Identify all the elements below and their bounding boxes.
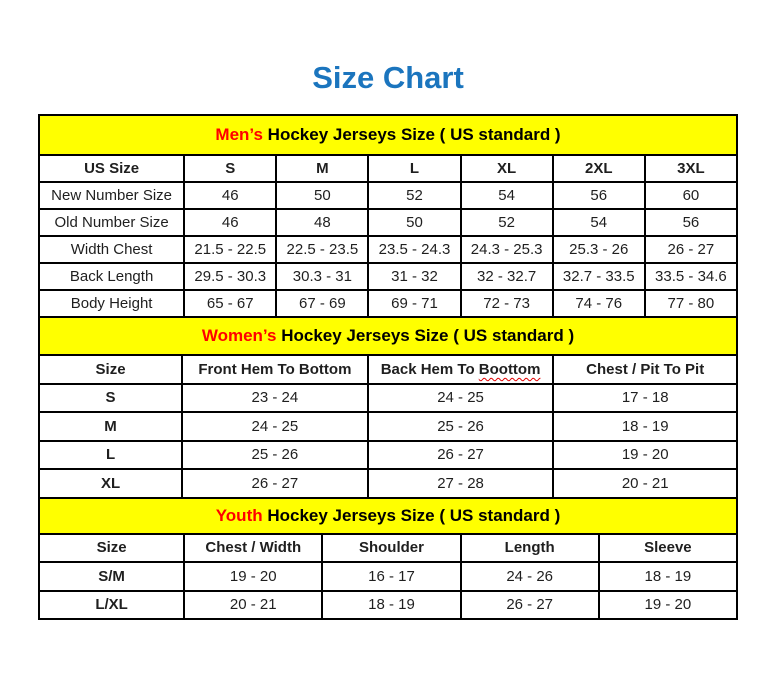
cell-value: 26 - 27 <box>645 236 737 263</box>
youth-col-header: Chest / Width <box>184 534 322 563</box>
youth-section-header-row <box>39 498 737 534</box>
cell-value: 19 - 20 <box>553 441 737 470</box>
cell-value: 48 <box>276 209 368 236</box>
cell-value: 46 <box>184 182 276 209</box>
mens-col-header: US Size <box>39 155 184 182</box>
cell-value: 67 - 69 <box>276 290 368 317</box>
womens-col-header: Chest / Pit To Pit <box>553 355 737 384</box>
cell-value: 18 - 19 <box>553 412 737 441</box>
youth-column-header-row <box>39 534 737 563</box>
table-row <box>39 236 737 263</box>
cell-value: 19 - 20 <box>184 562 322 591</box>
cell-value: 21.5 - 22.5 <box>184 236 276 263</box>
womens-col-header <box>368 355 554 384</box>
row-label: Back Length <box>39 263 184 290</box>
cell-value: 65 - 67 <box>184 290 276 317</box>
table-row <box>39 384 737 413</box>
cell-value: 54 <box>553 209 645 236</box>
youth-title-highlight: Youth <box>215 505 263 525</box>
cell-value: 29.5 - 30.3 <box>184 263 276 290</box>
row-label: L/XL <box>39 591 184 620</box>
womens-title-rest: Hockey Jerseys Size ( US standard ) <box>276 326 575 345</box>
cell-value: 17 - 18 <box>553 384 737 413</box>
womens-col-header: Front Hem To Bottom <box>182 355 368 384</box>
youth-col-header: Length <box>461 534 599 563</box>
row-label: Body Height <box>39 290 184 317</box>
row-label: S/M <box>39 562 184 591</box>
cell-value: 56 <box>553 182 645 209</box>
row-label: M <box>39 412 182 441</box>
cell-value: 25 - 26 <box>368 412 554 441</box>
cell-value: 33.5 - 34.6 <box>645 263 737 290</box>
row-label: Width Chest <box>39 236 184 263</box>
cell-value: 54 <box>461 182 553 209</box>
row-label: XL <box>39 469 182 498</box>
mens-col-header: S <box>184 155 276 182</box>
mens-col-header: L <box>368 155 460 182</box>
cell-value: 25.3 - 26 <box>553 236 645 263</box>
cell-value: 72 - 73 <box>461 290 553 317</box>
mens-section-header-row <box>39 115 737 155</box>
cell-value: 18 - 19 <box>599 562 737 591</box>
womens-col-header-prefix: Back Hem To <box>380 360 479 378</box>
mens-column-header-row <box>39 155 737 182</box>
row-label: Old Number Size <box>39 209 184 236</box>
row-label: New Number Size <box>39 182 184 209</box>
cell-value: 20 - 21 <box>184 591 322 620</box>
cell-value: 69 - 71 <box>368 290 460 317</box>
cell-value: 24 - 25 <box>368 384 554 413</box>
misspelled-word: Boottom <box>478 360 541 378</box>
cell-value: 24 - 26 <box>461 562 599 591</box>
table-row <box>39 412 737 441</box>
cell-value: 18 - 19 <box>322 591 460 620</box>
youth-size-table <box>38 497 738 621</box>
cell-value: 46 <box>184 209 276 236</box>
cell-value: 27 - 28 <box>368 469 554 498</box>
row-label: L <box>39 441 182 470</box>
cell-value: 52 <box>461 209 553 236</box>
mens-col-header: 2XL <box>553 155 645 182</box>
womens-section-title <box>39 317 737 355</box>
cell-value: 52 <box>368 182 460 209</box>
cell-value: 19 - 20 <box>599 591 737 620</box>
cell-value: 26 - 27 <box>368 441 554 470</box>
mens-col-header: XL <box>461 155 553 182</box>
cell-value: 26 - 27 <box>182 469 368 498</box>
cell-value: 50 <box>368 209 460 236</box>
womens-section-header-row <box>39 317 737 355</box>
table-row <box>39 591 737 620</box>
cell-value: 32.7 - 33.5 <box>553 263 645 290</box>
womens-title-highlight: Women’s <box>201 326 277 345</box>
row-label: S <box>39 384 182 413</box>
cell-value: 60 <box>645 182 737 209</box>
womens-col-header: Size <box>39 355 182 384</box>
table-row <box>39 469 737 498</box>
cell-value: 24.3 - 25.3 <box>461 236 553 263</box>
cell-value: 20 - 21 <box>553 469 737 498</box>
womens-column-header-row <box>39 355 737 384</box>
cell-value: 32 - 32.7 <box>461 263 553 290</box>
youth-title-rest: Hockey Jerseys Size ( US standard ) <box>262 505 561 525</box>
mens-title-rest: Hockey Jerseys Size ( US standard ) <box>262 125 561 144</box>
youth-col-header: Sleeve <box>599 534 737 563</box>
mens-section-title <box>39 115 737 155</box>
table-row <box>39 562 737 591</box>
page-title: Size Chart <box>312 60 464 95</box>
youth-section-title <box>39 498 737 534</box>
table-row <box>39 209 737 236</box>
cell-value: 77 - 80 <box>645 290 737 317</box>
table-row <box>39 263 737 290</box>
cell-value: 25 - 26 <box>182 441 368 470</box>
table-row <box>39 290 737 317</box>
cell-value: 31 - 32 <box>368 263 460 290</box>
table-row <box>39 441 737 470</box>
table-row <box>39 182 737 209</box>
cell-value: 26 - 27 <box>461 591 599 620</box>
womens-size-table <box>38 316 738 499</box>
size-chart-tables <box>38 114 738 620</box>
cell-value: 16 - 17 <box>322 562 460 591</box>
cell-value: 22.5 - 23.5 <box>276 236 368 263</box>
cell-value: 56 <box>645 209 737 236</box>
youth-col-header: Shoulder <box>322 534 460 563</box>
mens-col-header: 3XL <box>645 155 737 182</box>
cell-value: 23.5 - 24.3 <box>368 236 460 263</box>
mens-title-highlight: Men’s <box>215 125 263 144</box>
mens-size-table <box>38 114 738 318</box>
mens-col-header: M <box>276 155 368 182</box>
cell-value: 30.3 - 31 <box>276 263 368 290</box>
cell-value: 24 - 25 <box>182 412 368 441</box>
cell-value: 23 - 24 <box>182 384 368 413</box>
size-chart-page <box>0 60 776 692</box>
cell-value: 74 - 76 <box>553 290 645 317</box>
cell-value: 50 <box>276 182 368 209</box>
youth-col-header: Size <box>39 534 184 563</box>
